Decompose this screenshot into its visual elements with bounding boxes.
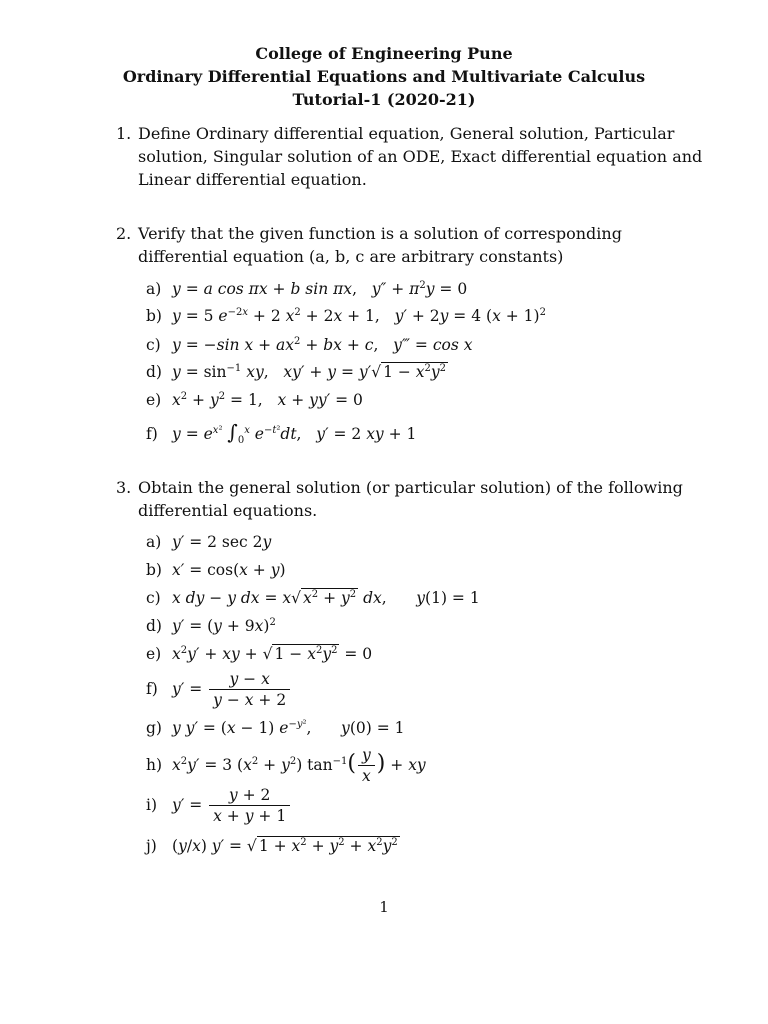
document-header	[0, 42, 768, 111]
question-2	[116, 222, 716, 268]
item-label: e)	[146, 645, 162, 663]
q3-item-i	[146, 786, 292, 825]
item-label: f)	[146, 425, 158, 443]
item-label: a)	[146, 280, 162, 298]
item-label: d)	[146, 363, 162, 381]
item-label: c)	[146, 589, 161, 607]
item-label: e)	[146, 391, 162, 409]
item-expr: $y' = (y + 9x)^2$	[172, 616, 276, 635]
question-number: 2.	[116, 224, 132, 243]
q2-item-e	[146, 391, 363, 409]
q2-item-b	[146, 307, 546, 325]
q3-item-d	[146, 617, 276, 635]
q2-item-f	[146, 420, 416, 446]
item-expr: $y = \sin^{-1}$ xy, xy′ + y = y′√ $1 - x^2y^2$	[172, 362, 447, 381]
item-expr: $x^2y' = 3$ $(x^2 + y^2)$ $\tan^{-1}$( $\frac{y}{x}$ ) + xy	[172, 746, 426, 785]
q3-item-c	[146, 589, 480, 607]
item-label: i)	[146, 795, 158, 814]
item-label: j)	[146, 837, 157, 855]
item-expr: (y/x) y′ = √ $1 + x^2 + y^2 + x^2y^2$	[172, 836, 398, 855]
q2-item-d	[146, 363, 448, 381]
page-number: 1	[379, 898, 389, 916]
q2-item-a	[146, 280, 467, 298]
q3-item-b	[146, 561, 286, 579]
question-number: 3.	[116, 478, 132, 497]
q3-item-a	[146, 533, 271, 551]
item-expr: y′ = 2 sec 2y	[172, 533, 272, 551]
item-expr: y′ = $\frac{y - x}{y - x + 2}$	[172, 680, 292, 698]
item-label: h)	[146, 755, 163, 774]
item-label: a)	[146, 533, 162, 551]
item-expr: $x^2y'$ + xy + √ $1 - x^2y^2 = 0$	[172, 644, 373, 663]
q3-item-e	[146, 645, 372, 663]
item-expr: y = 5 $e^{-2x} + 2$ $x^2 + 2x + 1$, y′ + 2y = 4 $(x + 1)^2$	[172, 306, 546, 325]
question-3	[116, 476, 716, 522]
item-expr: x dy − y dx = x√ $x^2 + y^2$ dx, y(1) = 1	[172, 588, 480, 607]
item-expr: y y′ = (x − 1) $e^{-y^2}$, y(0) = 1	[172, 718, 405, 737]
q3-item-j	[146, 837, 400, 855]
item-label: f)	[146, 679, 158, 698]
item-expr: x′ = cos(x + y)	[172, 561, 286, 579]
item-expr: $y = e^{x^2}$ $\int_0^x$ $e^{-t^2}dt$, y′ = 2 xy + 1	[172, 420, 417, 447]
question-text: Define Ordinary differential equation, General solution, Particular solution, Singular solution of an ODE, Exact differential equation and Linear differential equation.	[138, 124, 703, 189]
question-number: 1.	[116, 124, 132, 143]
question-text: Verify that the given function is a solution of corresponding differential equation (a, b, c are arbitrary constants)	[138, 224, 622, 266]
tutorial-title: Tutorial-1 (2020-21)	[292, 90, 476, 109]
item-expr: y = a cos πx + b sin πx, $y'' + \pi^2y = 0$	[172, 279, 468, 298]
item-label: b)	[146, 561, 162, 579]
item-label: b)	[146, 307, 162, 325]
item-label: g)	[146, 719, 162, 737]
college-name: College of Engineering Pune	[255, 44, 513, 63]
q3-item-f	[146, 670, 292, 709]
question-1	[116, 122, 716, 191]
question-text: Obtain the general solution (or particular solution) of the following differential equations.	[138, 478, 683, 520]
item-label: c)	[146, 336, 161, 354]
item-expr: y′ = $\frac{y + 2}{x + y + 1}$	[172, 796, 292, 814]
q3-item-h	[146, 746, 426, 785]
q3-item-g	[146, 719, 404, 737]
course-title: Ordinary Differential Equations and Multivariate Calculus	[122, 67, 646, 86]
item-label: d)	[146, 617, 162, 635]
item-expr: $x^2 + y^2 = 1$, x + yy′ = 0	[172, 390, 363, 409]
q2-item-c	[146, 336, 472, 354]
item-expr: y = −sin $x + ax^2$ + bx + c, y‴ = cos x	[172, 335, 473, 354]
